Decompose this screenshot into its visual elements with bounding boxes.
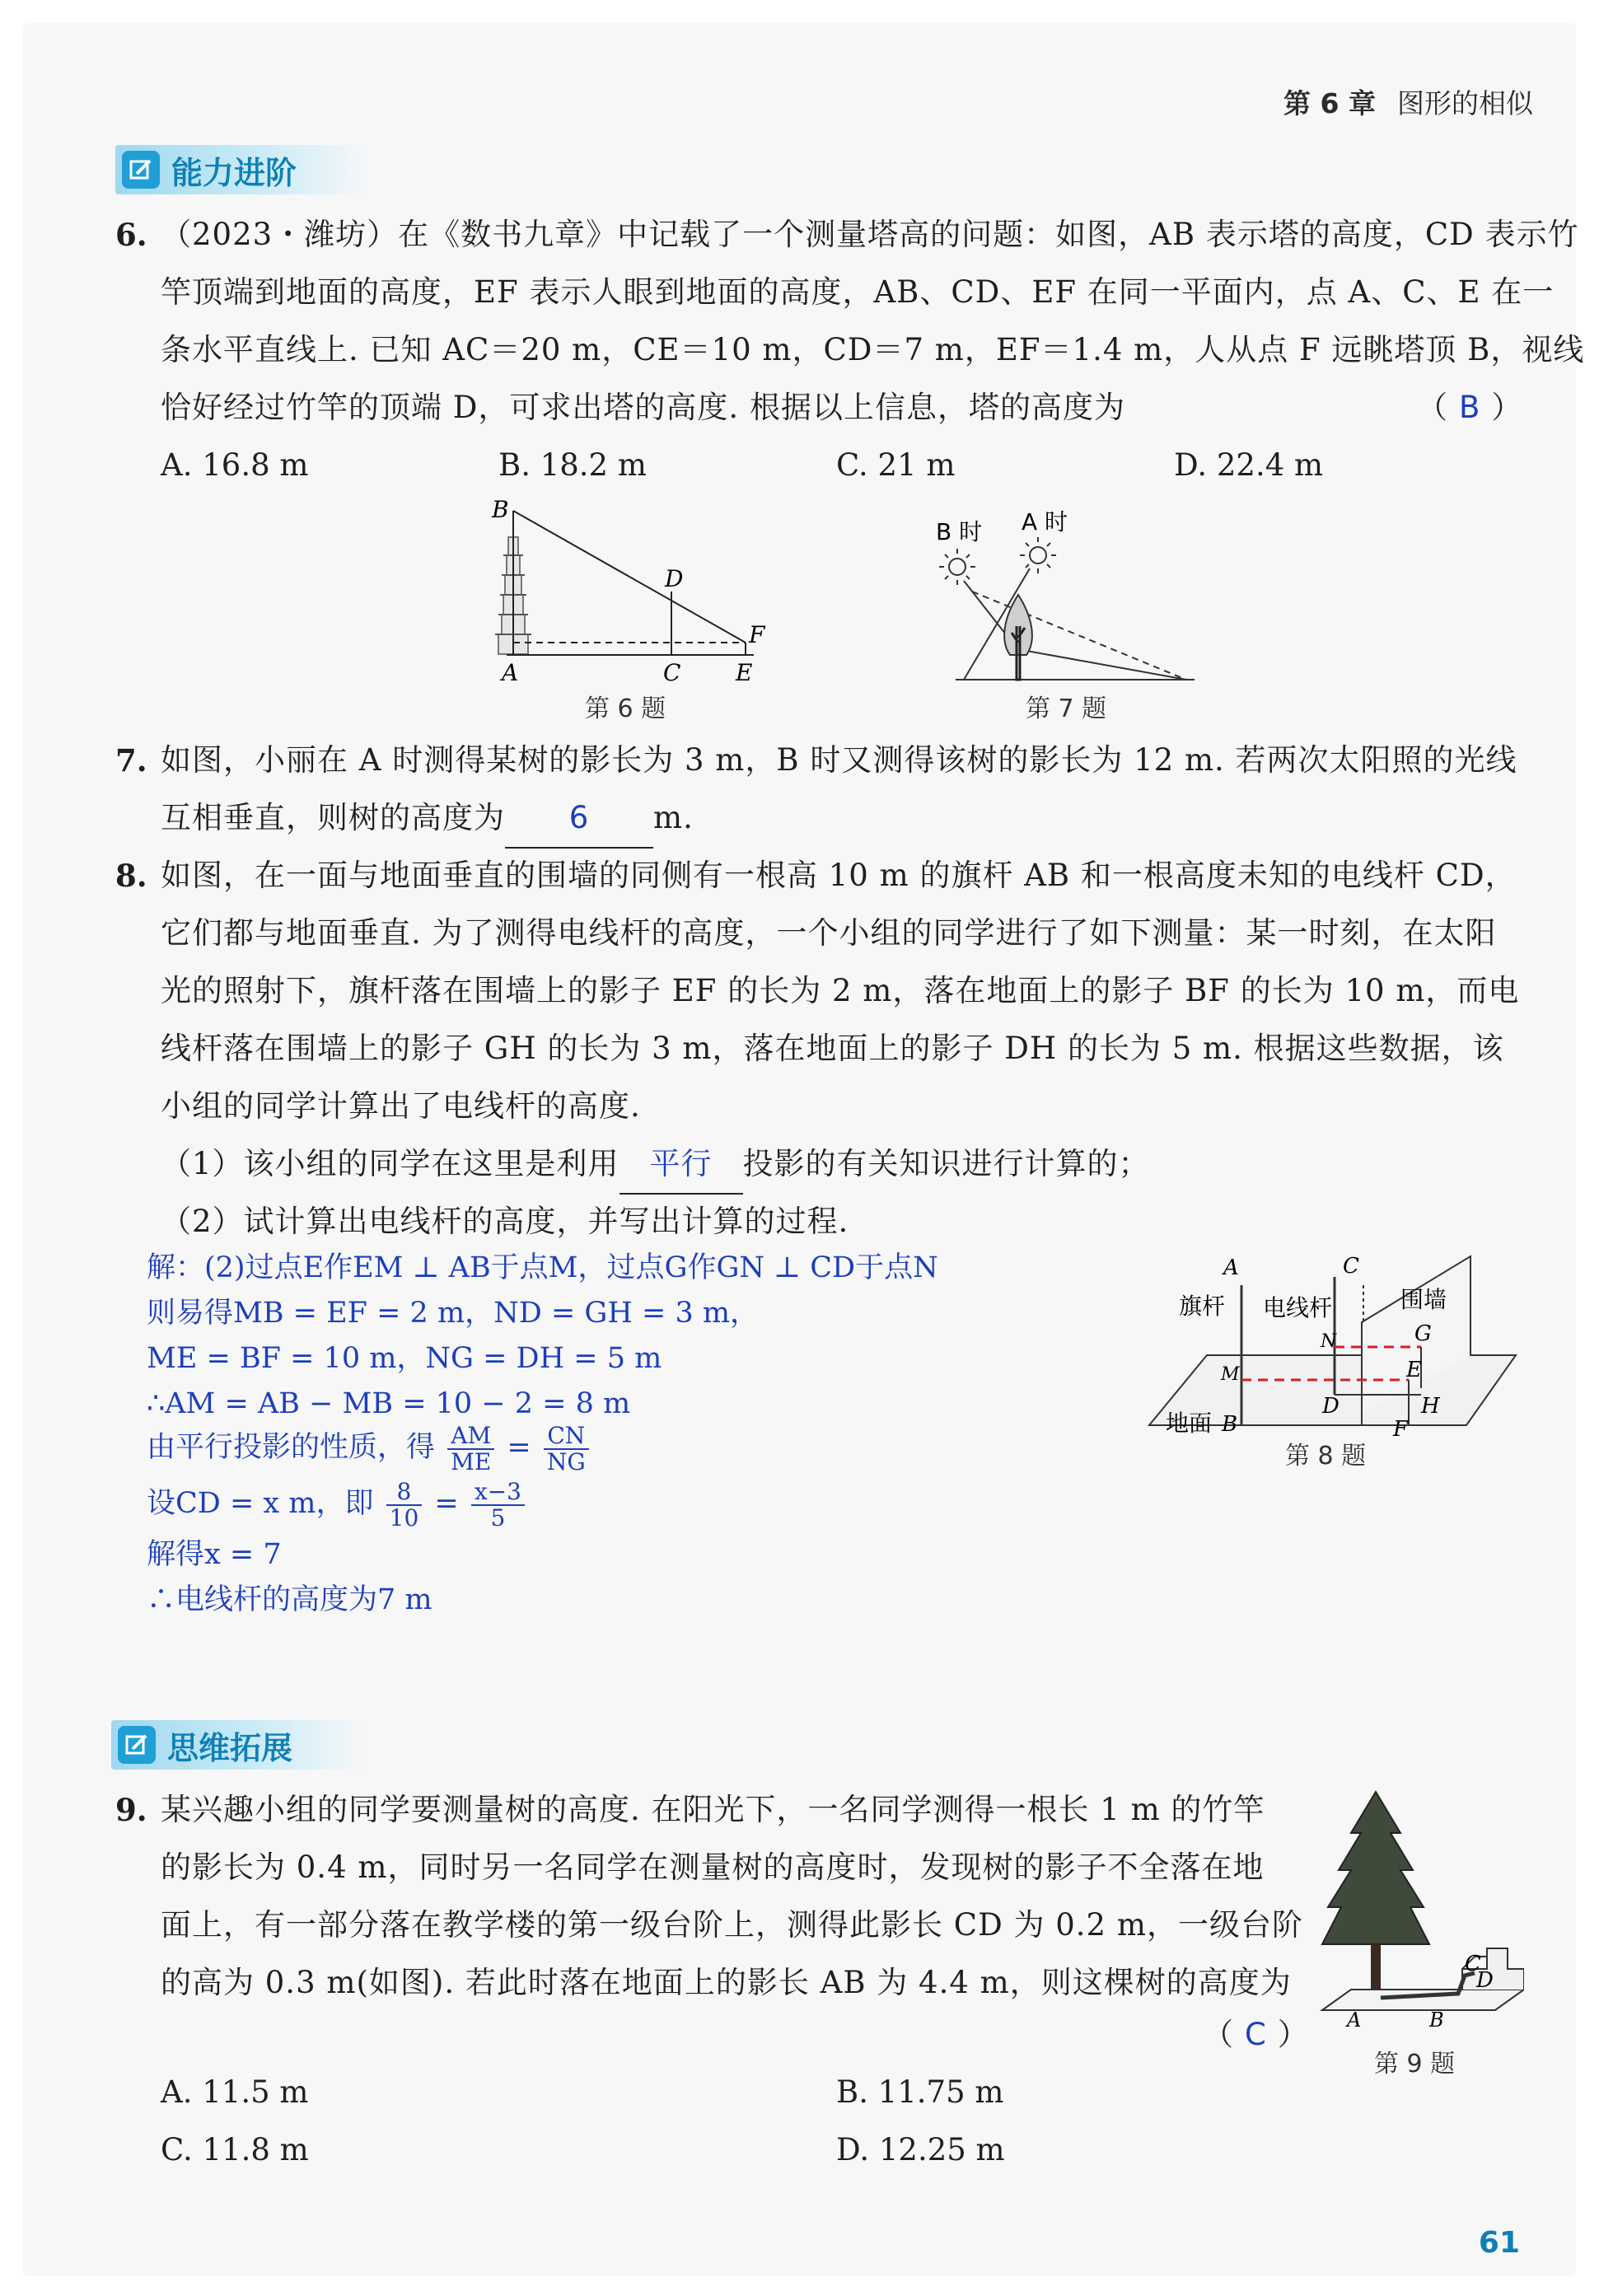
tree-icon [1004,595,1032,680]
choice-a: A. 16.8 m [161,447,309,483]
question-text-line: 某兴趣小组的同学要测量树的高度. 在阳光下，一名同学测得一根长 1 m 的竹竿 [161,1792,1265,1827]
figure-caption: 第 6 题 [585,694,666,723]
fill-blank [619,1135,743,1195]
label-h: H [1421,1394,1440,1419]
chapter-header [1283,82,1533,121]
solution-line: 设CD = x m，即 $\frac{8}{10}$ = $\frac{x-3}{5}$ [147,1475,528,1532]
figure-7 [914,503,1203,692]
choice-d: D. 22.4 m [1174,447,1324,483]
label-b: B [492,496,509,523]
solution-line: 解：(2)过点E作EM ⊥ AB于点M，过点G作GN ⊥ CD于点N [147,1251,938,1284]
figure-9 [1318,1788,1524,2035]
label-c: C [1343,1254,1359,1279]
label-c: C [1465,1952,1481,1976]
fraction: $\frac{x-3}{5}$ [471,1480,525,1531]
label-f: F [749,621,765,648]
solution-line: ∴AM = AB − MB = 10 − 2 = 8 m [147,1387,631,1420]
figure-8 [1141,1248,1528,1438]
choice-b: B. 11.75 m [836,2074,1004,2110]
fraction: $\frac{CN}{NG}$ [544,1424,589,1475]
sun-icon [939,549,975,585]
label-a: A [1223,1256,1239,1280]
section-title: 能力进阶 [171,154,297,191]
question-text-line: 的影长为 0.4 m，同时另一名同学在测量树的高度时，发现树的影子不全落在地 [161,1849,1265,1885]
fraction: $\frac{AM}{ME}$ [447,1424,494,1475]
question-number: 7. [115,742,147,779]
solution-line: ME = BF = 10 m，NG = DH = 5 m [147,1342,662,1375]
choice-b: B. 18.2 m [498,447,647,483]
choice-c: C. 11.8 m [161,2132,309,2167]
solution-line: 则易得MB = EF = 2 m，ND = GH = 3 m， [147,1297,760,1330]
sun-icon [1020,537,1056,573]
question-text-line: 小组的同学计算出了电线杆的高度. [161,1088,641,1124]
question-text-line: 面上，有一部分落在教学楼的第一级台阶上，测得此影长 CD 为 0.2 m，一级台阶 [161,1907,1303,1943]
label-e: E [736,659,753,686]
label-a: A [1347,2008,1362,2032]
question-text-line: 光的照射下，旗杆落在围墙上的影子 EF 的长为 2 m，落在地面上的影子 BF 的长为 10 m，而电 [161,973,1520,1008]
label-flagpole: 旗杆 [1179,1293,1226,1320]
subquestion-1: （1）该小组的同学在这里是利用 平行 投影的有关知识进行计算的； [161,1135,1150,1195]
label-a-time: A 时 [1022,508,1068,535]
answer-choice: C [1245,2017,1266,2052]
label-wall: 围墙 [1400,1286,1447,1313]
question-text-line: 互相垂直，则树的高度为 6 m. [161,789,694,849]
label-d: D [1322,1394,1340,1419]
label-g: G [1414,1321,1432,1346]
label-ground: 地面 [1166,1410,1213,1437]
pencil-icon [118,1726,156,1764]
chapter-number: 第 6 章 [1283,87,1376,119]
choice-a: A. 11.5 m [161,2074,309,2110]
answer-choice: B [1459,390,1480,425]
section-banner-thinking [111,1720,365,1770]
solution-line: 由平行投影的性质，得 $\frac{AM}{ME}$ = $\frac{CN}{NG}$ [147,1419,592,1476]
answer-fill: 平行 [649,1146,713,1181]
label-n: N [1321,1331,1337,1352]
question-text-line: 如图，小丽在 A 时测得某树的影长为 3 m，B 时又测得该树的影长为 12 m. 若两次太阳照的光线 [161,742,1517,778]
section-banner-ability [115,145,369,194]
label-d: D [1476,1968,1494,1993]
tree-icon [1322,1792,1429,2002]
question-number: 9. [115,1792,147,1828]
figure-caption: 第 8 题 [1285,1442,1367,1471]
question-text-line: 条水平直线上. 已知 AC＝20 m，CE＝10 m，CD＝7 m，EF＝1.4 m，人从点 F 远眺塔顶 B，视线 [161,332,1585,367]
label-a: A [502,659,519,686]
question-text-line: 如图，在一面与地面垂直的围墙的同侧有一根高 10 m 的旗杆 AB 和一根高度未知的电线杆 CD， [161,858,1517,893]
label-m: M [1221,1364,1240,1385]
label-b: B [1429,2008,1444,2032]
figure-caption: 第 9 题 [1374,2050,1456,2079]
question-number: 8. [115,858,147,894]
fill-blank [505,789,653,849]
pencil-icon [122,151,160,189]
subquestion-2: （2）试计算出电线杆的高度，并写出计算的过程. [161,1204,849,1239]
chapter-title: 图形的相似 [1397,87,1533,119]
label-f: F [1393,1417,1409,1438]
figure-caption: 第 7 题 [1026,694,1107,723]
label-b-time: B 时 [936,518,983,545]
fraction: $\frac{8}{10}$ [386,1480,423,1531]
question-number: 6. [115,217,147,253]
label-b: B [1222,1412,1238,1437]
label-e: E [1406,1358,1422,1382]
solution-line: 解得x = 7 [147,1538,282,1571]
label-d: D [665,565,684,592]
figure-6 [482,494,778,692]
choice-d: D. 12.25 m [836,2132,1005,2167]
answer-bracket: （ B ） [1417,390,1522,425]
label-pole: 电线杆 [1263,1294,1333,1321]
question-text-line: （2023・潍坊）在《数书九章》中记载了一个测量塔高的问题：如图，AB 表示塔的高度，CD 表示竹 [161,217,1579,252]
question-text-line: 线杆落在围墙上的影子 GH 的长为 3 m，落在地面上的影子 DH 的长为 5 m. 根据这些数据，该 [161,1031,1504,1066]
solution-line: ∴电线杆的高度为7 m [147,1583,432,1616]
answer-fill: 6 [568,800,590,835]
label-c: C [663,659,681,686]
section-title: 思维拓展 [167,1729,293,1766]
answer-bracket: （ C ） [1203,2017,1308,2052]
question-text-line: 的高为 0.3 m(如图). 若此时落在地面上的影长 AB 为 4.4 m，则这棵树的高度为 [161,1965,1292,2000]
question-text-line: 恰好经过竹竿的顶端 D，可求出塔的高度. 根据以上信息，塔的高度为 [161,390,1125,425]
choice-c: C. 21 m [836,447,956,483]
page-number: 61 [1478,2226,1520,2260]
question-text-line: 竿顶端到地面的高度，EF 表示人眼到地面的高度，AB、CD、EF 在同一平面内，点 A、C、E 在一 [161,274,1555,310]
question-text-line: 它们都与地面垂直. 为了测得电线杆的高度，一个小组的同学进行了如下测量：某一时刻，在太阳 [161,915,1497,951]
